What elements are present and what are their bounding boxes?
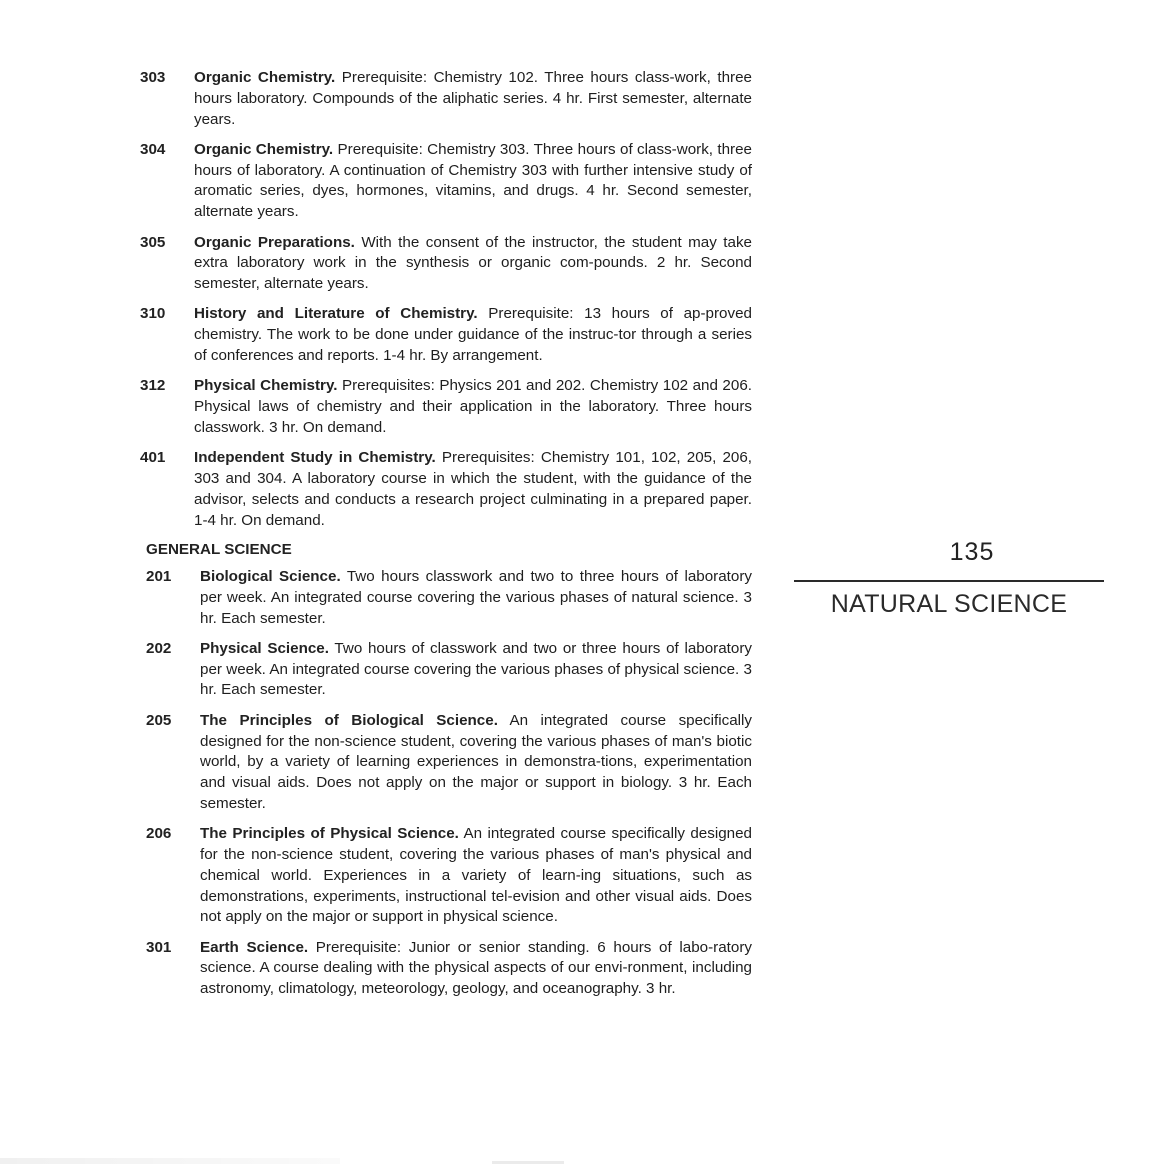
running-title: NATURAL SCIENCE: [830, 590, 1068, 618]
course-description: [194, 304, 752, 366]
course-number: 202: [146, 639, 172, 657]
course-description: [200, 567, 752, 629]
course-number: 206: [146, 825, 172, 843]
course-description: [194, 376, 752, 438]
course-text: An integrated course specifically designed for the non-science student, covering the various phases of man's physical and chemical world. Experiences in a variety of learn-ing situations, such as demonstrations, experiments, instructional tel-evision and other visual aids. Does not apply on the major or support in physical science.: [200, 825, 752, 926]
course-entry: [146, 938, 752, 1000]
section-heading-general-science: GENERAL SCIENCE: [146, 540, 292, 558]
course-entry: [140, 68, 752, 130]
course-description: [194, 233, 752, 295]
course-text: An integrated course specifically designed for the non-science student, covering the various phases of man's biotic world, by a variety of learning experiences in demonstra-tions, experimentation and visual aids. Does not apply on the major or support in biology. 3 hr. Each semester.: [200, 711, 753, 812]
course-number: 205: [146, 711, 172, 729]
course-text: Prerequisite: Junior or senior standing. 6 hours of labo-ratory science. A course dealing with the physical aspects of our envi-ronment, including astronomy, climatology, meteorology, geology, and oceanography. 3 hr.: [200, 938, 752, 998]
course-listing-column: [140, 68, 752, 1010]
course-description: [194, 68, 752, 130]
course-description: [194, 448, 752, 531]
chemistry-course-list: [140, 68, 752, 531]
course-text: With the consent of the instructor, the student may take extra laboratory work in the synthesis or organic com-pounds. 2 hr. Second semester, alternate years.: [194, 233, 752, 293]
course-text: Prerequisite: Chemistry 303. Three hours of class-work, three hours of laboratory. A continuation of Chemistry 303 with further intensive study of aromatic series, dyes, hormones, vitamins, and drugs. 4 hr. Second semester, alternate years.: [194, 140, 753, 221]
general-science-course-list: [146, 567, 752, 1000]
course-title: History and Literature of Chemistry.: [194, 305, 478, 323]
course-entry: [140, 304, 752, 366]
course-entry: [140, 140, 752, 223]
course-number: 303: [140, 69, 166, 86]
course-entry: [140, 233, 752, 295]
course-title: Biological Science.: [200, 567, 341, 585]
course-number: 304: [140, 140, 166, 158]
course-entry: [146, 711, 752, 815]
course-title: Organic Chemistry.: [194, 69, 336, 86]
course-number: 201: [146, 567, 172, 585]
header-rule: [794, 580, 1104, 582]
course-description: [200, 711, 752, 815]
course-number: 310: [140, 305, 166, 323]
course-entry: [140, 376, 752, 438]
scan-edge-mark: [492, 1161, 564, 1164]
course-title: Physical Science.: [200, 639, 329, 657]
course-title: Earth Science.: [200, 938, 309, 956]
course-title: Organic Preparations.: [194, 233, 355, 251]
course-entry: [146, 639, 752, 701]
course-text: Prerequisite: Chemistry 102. Three hours class-work, three hours laboratory. Compounds of the aliphatic series. 4 hr. First semester, alternate years.: [194, 69, 752, 128]
course-entry: [140, 448, 752, 531]
course-text: Prerequisite: 13 hours of ap-proved chemistry. The work to be done under guidance of the instruc-tor through a series of conferences and reports. 1-4 hr. By arrangement.: [194, 305, 752, 365]
page-header-block: [794, 538, 1104, 619]
course-description: [200, 824, 752, 928]
course-description: [200, 938, 752, 1000]
course-entry: [146, 824, 752, 928]
page-number: 135: [949, 538, 995, 566]
course-text: Two hours of classwork and two or three hours of laboratory per week. An integrated course covering the various phases of physical science. 3 hr. Each semester.: [200, 639, 752, 699]
course-text: Prerequisites: Physics 201 and 202. Chemistry 102 and 206. Physical laws of chemistry and their application in the laboratory. Three hours classwork. 3 hr. On demand.: [194, 377, 752, 436]
course-number: 312: [140, 377, 166, 395]
course-title: Organic Chemistry.: [194, 140, 334, 158]
course-number: 305: [140, 233, 166, 251]
course-entry: [146, 567, 752, 629]
course-title: Physical Chemistry.: [194, 377, 338, 395]
course-description: [194, 140, 752, 223]
scan-edge-mark: [0, 1158, 340, 1164]
course-description: [200, 639, 752, 701]
course-number: 401: [140, 449, 166, 467]
course-title: The Principles of Biological Science.: [200, 711, 498, 729]
course-number: 301: [146, 938, 172, 956]
course-title: Independent Study in Chemistry.: [194, 449, 436, 467]
course-text: Two hours classwork and two to three hours of laboratory per week. An integrated course covering the various phases of natural science. 3 hr. Each semester.: [200, 567, 752, 627]
course-title: The Principles of Physical Science.: [200, 825, 459, 843]
course-text: Prerequisites: Chemistry 101, 102, 205, 206, 303 and 304. A laboratory course in which the student, with the guidance of the advisor, selects and conducts a research project culminating in a prepared paper. 1-4 hr. On demand.: [194, 449, 752, 529]
